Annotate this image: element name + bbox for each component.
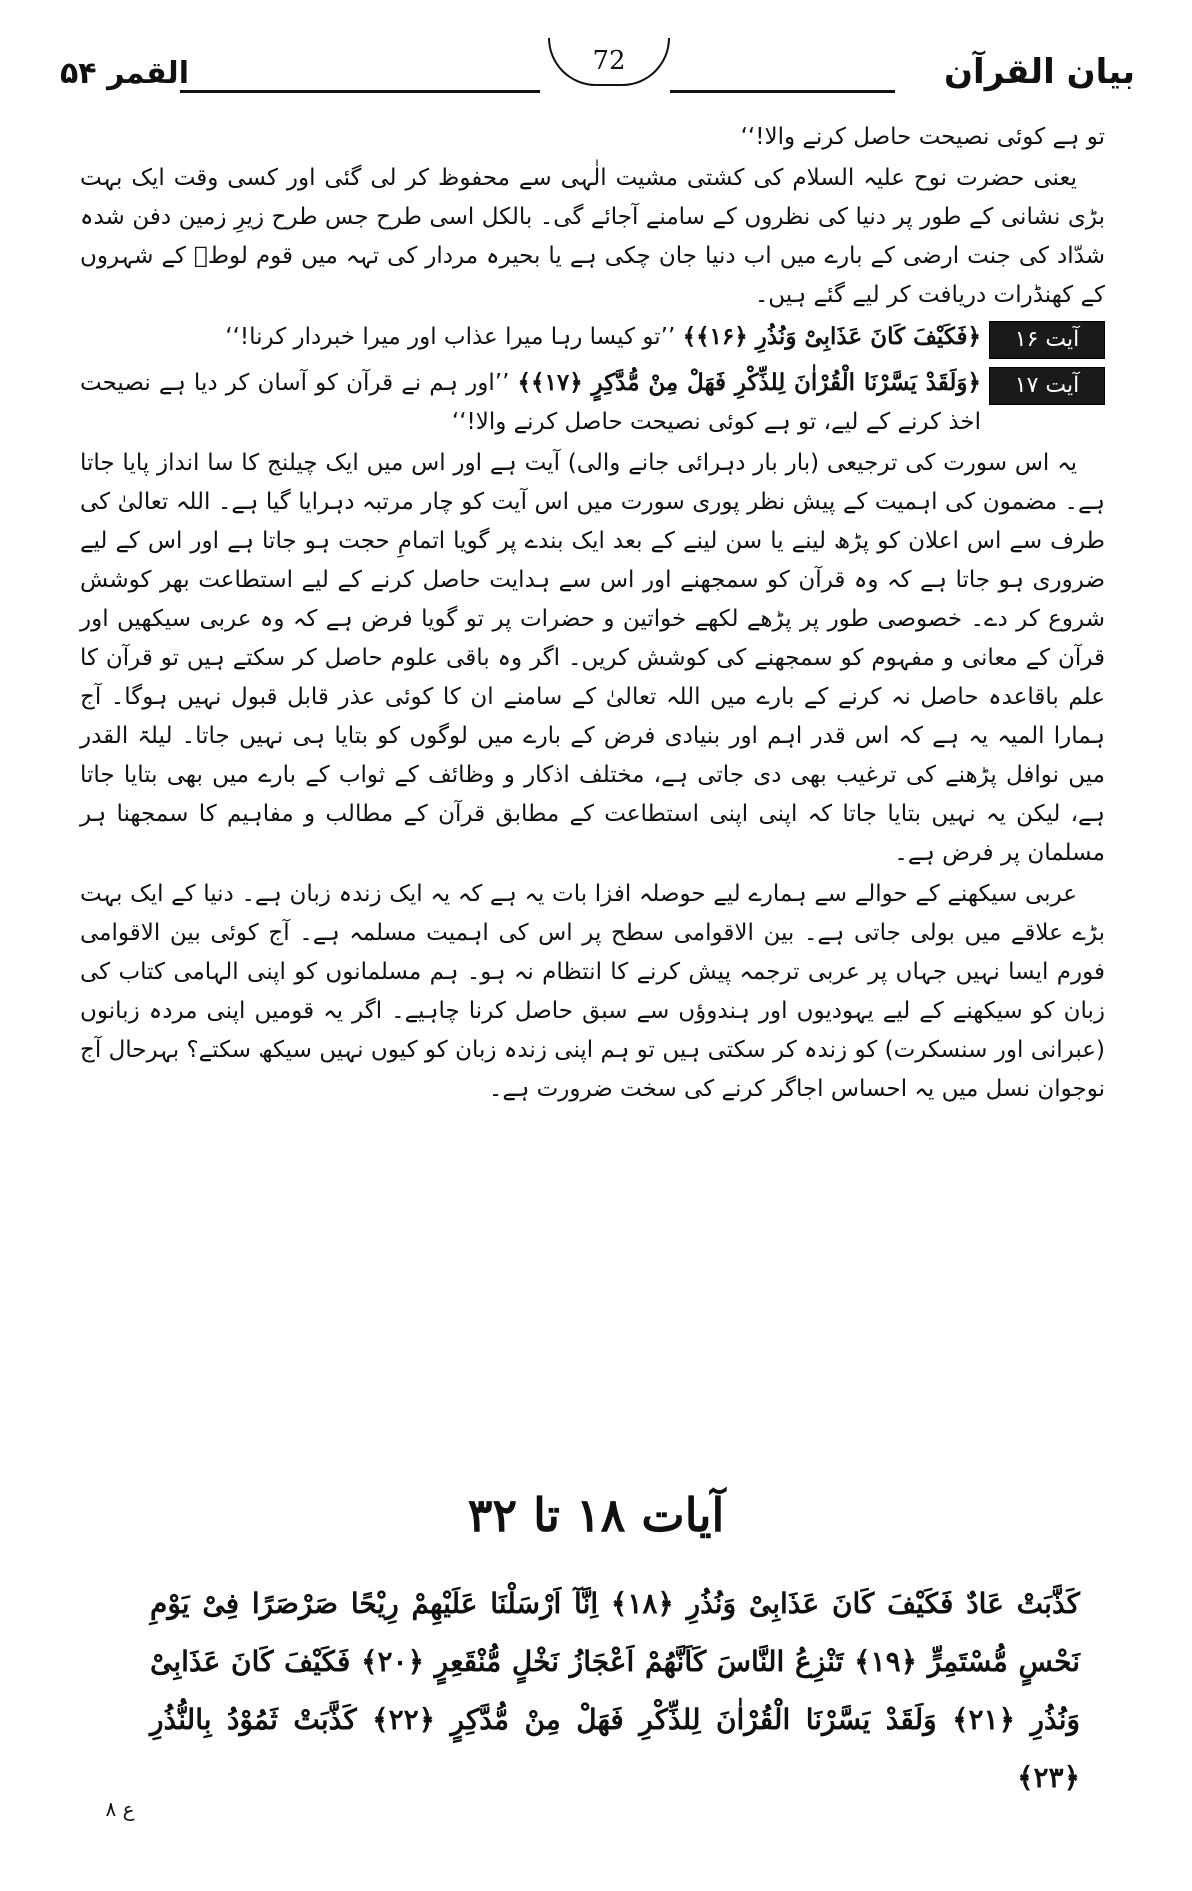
paragraph-2: یعنی حضرت نوح علیہ السلام کی کشتی مشیت الٰہی سے محفوظ کر لی گئی اور کسی وقت ایک بہت بڑی نشانی کے طور پر دنیا کی نظروں کے سامنے آجائے گی۔ بالکل اسی طرح جس طرح زیرِ زمین دفن شدہ شدّاد کی جنت ارضی کے بارے میں اب دنیا جان چکی ہے یا بحیرہ مردار کی تہہ میں قوم لوطؑ کے شہروں کے کھنڈرات دریافت کر لیے گئے ہیں۔ bbox=[80, 165, 1105, 308]
ruku-mark: ع ۸ bbox=[105, 1797, 135, 1821]
commentary-body bbox=[80, 118, 1105, 1111]
ayah-17-arabic: ﴿وَلَقَدْ يَسَّرْنَا الْقُرْاٰنَ لِلذِّكْرِ فَهَلْ مِنْ مُّدَّكِرٍ ﴿۱۷﴾﴾ bbox=[517, 369, 982, 396]
ayah-17-translation: ’’اور ہم نے قرآن کو آسان کر دیا ہے نصیحت اخذ کرنے کے لیے، تو ہے کوئی نصیحت حاصل کرنے والا!‘‘ bbox=[80, 370, 981, 435]
book-title: بیان القرآن bbox=[944, 52, 1135, 92]
ayah-16 bbox=[80, 317, 1105, 361]
ayah-16-badge: آیت ۱۶ bbox=[989, 321, 1105, 359]
page-number: 72 bbox=[548, 38, 670, 86]
running-header bbox=[60, 44, 1135, 104]
ayah-17-badge: آیت ۱۷ bbox=[989, 367, 1105, 405]
section-title: آیات ۱۸ تا ۳۲ bbox=[467, 1488, 725, 1542]
ayah-17 bbox=[80, 363, 1105, 442]
surah-label: القمر ۵۴ bbox=[60, 56, 189, 91]
paragraph-3: یہ اس سورت کی ترجیعی (بار بار دہرائی جانے والی) آیت ہے اور اس میں ایک چیلنج کا سا انداز پایا جاتا ہے۔ مضمون کی اہمیت کے پیش نظر پوری سورت میں اس آیت کو چار مرتبہ دہرایا گیا ہے۔ اللہ تعالیٰ کی طرف سے اس اعلان کو پڑھ لینے یا سن لینے کے بعد ایک بندے پر گویا اتمامِ حجت ہو جاتا ہے اور اس کے لیے ضروری ہو جاتا ہے کہ وہ قرآن کو سمجھنے اور اس سے ہدایت حاصل کرنے کے لیے استطاعت بھر کوشش شروع کر دے۔ خصوصی طور پر پڑھے لکھے خواتین و حضرات پر تو گویا فرض ہے کہ وہ عربی سیکھیں اور قرآن کے معانی و مفہوم کو سمجھنے کی کوشش کریں۔ اگر وہ باقی علوم حاصل کر سکتے ہیں تو قرآن کا علم باقاعدہ حاصل نہ کرنے کے بارے میں اللہ تعالیٰ کے سامنے ان کا کوئی عذر قابل قبول نہیں ہوگا۔ آج ہمارا المیہ یہ ہے کہ اس قدر اہم اور بنیادی فرض کے بارے میں لوگوں کو بتایا ہی نہیں جاتا۔ لیلۃ القدر میں نوافل پڑھنے کی ترغیب بھی دی جاتی ہے، مختلف اذکار و وظائف کے ثواب کے بارے میں بھی بتایا جاتا ہے، لیکن یہ نہیں بتایا جاتا کہ اپنی اپنی استطاعت کے مطابق قرآن کے مطالب و مفاہیم کا سمجھنا ہر مسلمان پر فرض ہے۔ bbox=[80, 450, 1105, 866]
ayah-16-translation: ’’تو کیسا رہا میرا عذاب اور میرا خبردار کرنا!‘‘ bbox=[225, 324, 676, 350]
header-rule-left bbox=[180, 90, 540, 93]
paragraph-1: تو ہے کوئی نصیحت حاصل کرنے والا!‘‘ bbox=[740, 124, 1105, 150]
header-rule-right bbox=[670, 90, 895, 93]
quran-text: كَذَّبَتْ عَادٌ فَكَيْفَ كَانَ عَذَابِىْ وَنُذُرِ ﴿۱۸﴾ اِنَّآ اَرْسَلْنَا عَلَيْهِمْ رِيْحًا صَرْصَرًا فِىْ يَوْمِ نَحْسٍ مُّسْتَمِرٍّ ﴿۱۹﴾ تَنْزِعُ النَّاسَ كَاَنَّهُمْ اَعْجَازُ نَخْلٍ مُّنْقَعِرٍ ﴿۲۰﴾ فَكَيْفَ كَانَ عَذَابِىْ وَنُذُرِ ﴿۲۱﴾ وَلَقَدْ يَسَّرْنَا الْقُرْاٰنَ لِلذِّكْرِ فَهَلْ مِنْ مُّدَّكِرٍ ﴿۲۲﴾ كَذَّبَتْ ثَمُوْدُ بِالنُّذُرِ ﴿۲۳﴾ bbox=[150, 1587, 1081, 1794]
ayah-16-arabic: ﴿فَكَيْفَ كَانَ عَذَابِىْ وَنُذُرِ ﴿۱۶﴾﴾ bbox=[682, 323, 981, 350]
paragraph-4: عربی سیکھنے کے حوالے سے ہمارے لیے حوصلہ افزا بات یہ ہے کہ یہ ایک زندہ زبان ہے۔ دنیا کے ایک بہت بڑے علاقے میں بولی جاتی ہے۔ بین الاقوامی سطح پر اس کی اہمیت مسلمہ ہے۔ آج کوئی بین الاقوامی فورم ایسا نہیں جہاں پر عربی ترجمہ پیش کرنے کا انتظام نہ ہو۔ ہم مسلمانوں کو اپنی الہامی کتاب کی زبان کو سیکھنے کے لیے یہودیوں اور ہندوؤں سے سبق حاصل کرنا چاہیے۔ اگر یہ قومیں اپنی مردہ زبانوں (عبرانی اور سنسکرت) کو زندہ کر سکتی ہیں تو ہم اپنی زندہ زبان کو کیوں نہیں سیکھ سکتے؟ بہرحال آج نوجوان نسل میں یہ احساس اجاگر کرنے کی سخت ضرورت ہے۔ bbox=[80, 881, 1105, 1102]
